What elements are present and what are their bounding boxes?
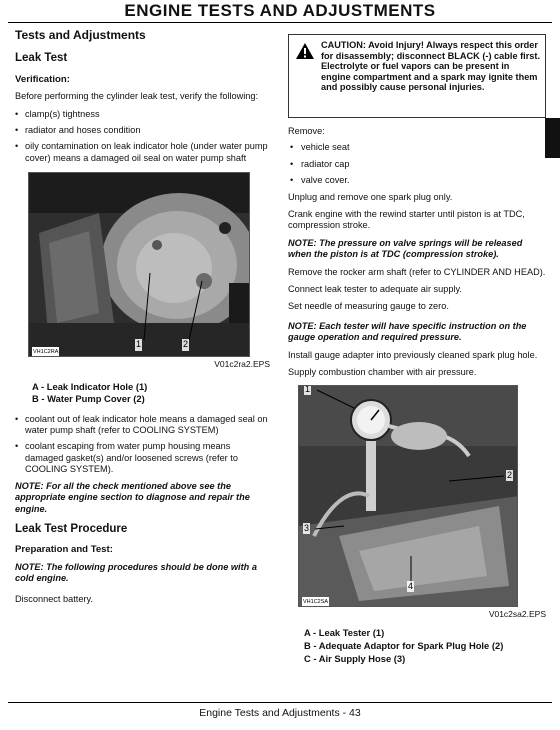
procedure-step: Crank engine with the rewind starter until piston is at TDC, compression stroke. [288,209,525,231]
callout-2: 2 [507,469,513,480]
right-column [288,126,546,665]
figure-tag: VH1C2SA [302,597,329,607]
callout-2: 2 [183,339,189,350]
page-footer: Engine Tests and Adjustments - 43 [199,707,361,719]
result-item: • coolant escaping from water pump housing means damaged gasket(s) and/or loosened screws (refer to COOLING SYSTEM). [15,441,270,475]
engine-photo-illustration [29,173,250,357]
remove-label: Remove: [288,126,325,136]
legend-item: C - Air Supply Hose (3) [304,652,406,664]
result-item: • coolant out of leak indicator hole means a damaged seal on water pump shaft (refer to COOLING SYSTEM) [15,414,270,437]
procedure-step: Connect leak tester to adequate air supply. [288,284,462,295]
note-text: NOTE: The following procedures should be done with a cold engine. [15,561,257,584]
note-text: NOTE: Each tester will have specific instruction on the gauge operation and required pressure. [288,320,527,343]
callout-1: 1 [136,339,142,350]
header-rule [8,22,552,23]
figure-file-name: V01c2sa2.EPS [488,608,546,619]
figure-legend [32,381,270,406]
page-title: ENGINE TESTS AND ADJUSTMENTS [124,1,436,20]
legend-item: B - Water Pump Cover (2) [32,393,145,405]
legend-item: A - Leak Tester (1) [304,626,385,638]
procedure-step: Disconnect battery. [15,593,93,604]
left-column [15,30,270,611]
verification-intro: Before performing the cylinder leak test, verify the following: [15,91,259,102]
callout-3: 3 [304,522,310,533]
figure-legend [304,626,546,665]
procedure-title: Leak Test Procedure [15,522,128,535]
preparation-title: Preparation and Test: [15,544,113,556]
water-pump-photo [28,172,250,357]
section-tab-marker [545,118,560,158]
remove-item: • radiator cap [288,159,546,170]
check-item: • clamp(s) tightness [15,109,270,120]
check-item: • oily contamination on leak indicator hole (under water pump cover) means a damaged oil seal on water pump shaft [15,141,270,164]
leak-tester-photo [298,385,518,607]
leak-tester-illustration [299,386,518,607]
procedure-step: Supply combustion chamber with air pressure. [288,367,477,378]
legend-item: B - Adequate Adaptor for Spark Plug Hole (2) [304,639,504,651]
check-item: • radiator and hoses condition [15,125,270,136]
legend-item: A - Leak Indicator Hole (1) [32,380,148,392]
procedure-step: Install gauge adapter into previously cleaned spark plug hole. [288,349,538,360]
footer-rule [8,702,552,703]
procedure-step: Remove the rocker arm shaft (refer to CYLINDER AND HEAD). [288,266,546,277]
callout-1: 1 [305,384,311,394]
caution-box [288,34,546,118]
note-text: NOTE: For all the check mentioned above see the appropriate engine section to diagnose and repair the engine. [15,480,250,514]
note-text: NOTE: The pressure on valve springs will be released when the piston is at TDC (compression stroke). [288,237,523,260]
callout-4: 4 [408,580,414,591]
procedure-step: Set needle of measuring gauge to zero. [288,301,449,312]
warning-triangle-icon [295,42,315,60]
leak-test-title: Leak Test [15,52,68,65]
remove-item: • vehicle seat [288,142,546,153]
figure-file-name: V01c2ra2.EPS [214,359,270,370]
caution-text: CAUTION: Avoid Injury! Always respect this order for disassembly; disconnect BLACK (-) cable first. Electrolyte or fuel vapors can be present in engine compartment and a spark may ignite them and possibly cause personal injuries. [321,40,541,93]
procedure-step: Unplug and remove one spark plug only. [288,191,453,202]
section-title: Tests and Adjustments [15,28,146,42]
verification-title: Verification: [15,73,70,85]
figure-tag: VH1C2RA [32,347,59,357]
remove-item: • valve cover. [288,175,546,186]
